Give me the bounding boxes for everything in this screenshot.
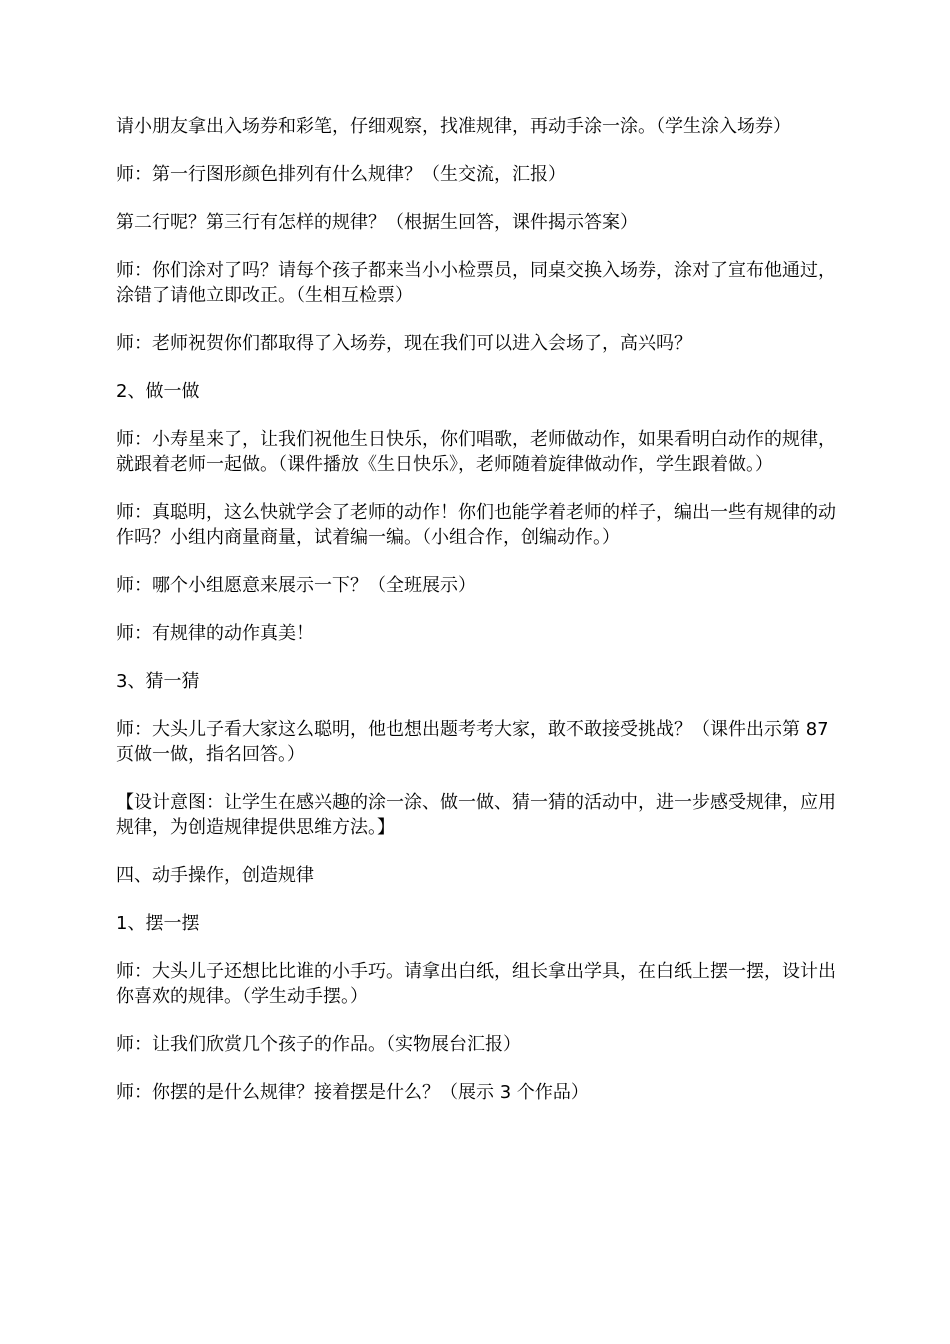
paragraph: 师：第一行图形颜色排列有什么规律？（生交流，汇报） <box>116 164 566 185</box>
section-heading: 四、动手操作，创造规律 <box>116 865 314 886</box>
section-heading: 3、猜一猜 <box>116 671 200 692</box>
paragraph: 师：有规律的动作真美！ <box>116 623 314 644</box>
paragraph: 师：小寿星来了，让我们祝他生日快乐，你们唱歌，老师做动作，如果看明白动作的规律，就跟着老师一起做。（课件播放《生日快乐》，老师随着旋律做动作，学生跟着做。） <box>116 429 836 475</box>
paragraph: 师：真聪明，这么快就学会了老师的动作！你们也能学着老师的样子，编出一些有规律的动作吗？小组内商量商量，试着编一编。（小组合作，创编动作。） <box>116 502 836 548</box>
paragraph: 师：老师祝贺你们都取得了入场券，现在我们可以进入会场了，高兴吗？ <box>116 333 692 354</box>
paragraph: 师：哪个小组愿意来展示一下？（全班展示） <box>116 575 476 596</box>
paragraph: 师：大头儿子还想比比谁的小手巧。请拿出白纸，组长拿出学具，在白纸上摆一摆，设计出你喜欢的规律。（学生动手摆。） <box>116 961 836 1007</box>
paragraph: 师：你摆的是什么规律？接着摆是什么？（展示 3 个作品） <box>116 1082 589 1103</box>
section-heading: 2、做一做 <box>116 381 200 402</box>
document-body <box>116 114 836 1128</box>
paragraph: 请小朋友拿出入场券和彩笔，仔细观察，找准规律，再动手涂一涂。（学生涂入场券） <box>116 116 791 137</box>
paragraph: 第二行呢？第三行有怎样的规律？（根据生回答，课件揭示答案） <box>116 212 638 233</box>
paragraph: 师：大头儿子看大家这么聪明，他也想出题考考大家，敢不敢接受挑战？（课件出示第 87 页做一做，指名回答。） <box>116 719 829 765</box>
paragraph: 师：让我们欣赏几个孩子的作品。（实物展台汇报） <box>116 1034 521 1055</box>
design-intent-note: 【设计意图：让学生在感兴趣的涂一涂、做一做、猜一猜的活动中，进一步感受规律，应用规律，为创造规律提供思维方法。】 <box>116 792 836 838</box>
paragraph: 师：你们涂对了吗？请每个孩子都来当小小检票员，同桌交换入场券，涂对了宣布他通过，涂错了请他立即改正。（生相互检票） <box>116 260 836 306</box>
section-heading: 1、摆一摆 <box>116 913 200 934</box>
